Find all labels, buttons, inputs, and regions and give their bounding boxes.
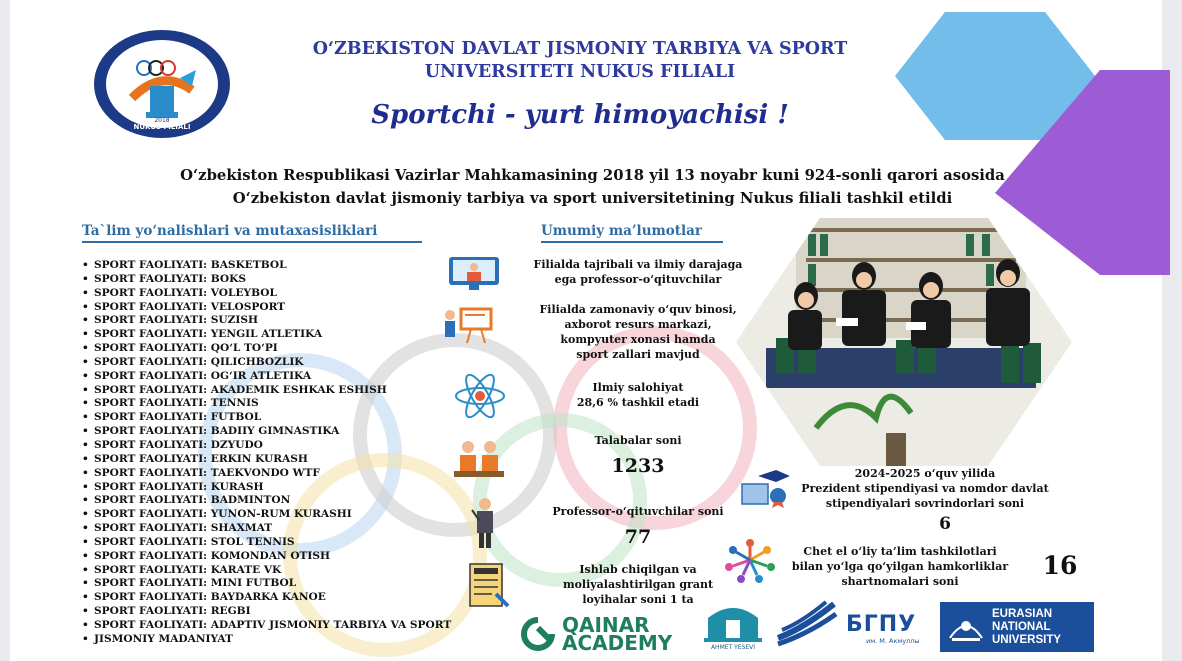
left-margin: [0, 0, 10, 661]
slogan: Sportchi - yurt himoyachisi !: [371, 100, 789, 130]
professor-icon: [470, 496, 500, 550]
bullet-icon: •: [82, 591, 89, 604]
bullet-icon: •: [82, 466, 89, 479]
specialty-label: SPORT FAOLIYATI: KOMONDAN OTISH: [94, 549, 331, 562]
specialty-item: [82, 356, 451, 370]
specialty-label: SPORT FAOLIYATI: KURASH: [94, 480, 264, 493]
bullet-icon: •: [82, 438, 89, 451]
bullet-icon: •: [82, 480, 89, 493]
bullet-icon: •: [82, 383, 89, 396]
specialty-label: SPORT FAOLIYATI: SUZISH: [94, 314, 258, 327]
info-line: Ishlab chiqilgan va: [579, 563, 697, 576]
students-icon: [452, 437, 506, 479]
wave-university-logo: [774, 598, 840, 648]
specialty-item: [82, 605, 451, 619]
specialty-label: SPORT FAOLIYATI: TAEKVONDO WTF: [94, 466, 320, 479]
info-line: 28,6 % tashkil etadi: [576, 396, 700, 409]
info-line: moliyalashtirilgan grant: [562, 578, 714, 591]
eurasian-text: [992, 608, 1061, 647]
qainar-academy-logo: [562, 613, 673, 655]
bullet-icon: •: [82, 272, 89, 285]
specialty-item: [82, 314, 451, 328]
specialty-label: SPORT FAOLIYATI: AKADEMIK ESHKAK ESHISH: [94, 383, 387, 396]
specialty-item: [82, 287, 451, 301]
specialty-item: [82, 301, 451, 315]
info-line: Prezident stipendiyasi va nomdor davlat: [801, 482, 1049, 495]
specialties-list: [82, 259, 451, 647]
eurasian-line-3: UNIVERSITY: [992, 634, 1062, 646]
decree-text: [120, 164, 1065, 210]
bullet-icon: •: [82, 286, 89, 299]
section-underline: [82, 241, 422, 243]
bullet-icon: •: [82, 355, 89, 368]
specialty-item: [82, 564, 451, 578]
section-heading-general-info: Umumiy ma’lumotlar: [541, 223, 703, 239]
specialty-item: [82, 273, 451, 287]
specialty-item: [82, 619, 451, 633]
specialty-item: [82, 328, 451, 342]
bullet-icon: •: [82, 632, 89, 645]
bullet-icon: •: [82, 314, 89, 327]
info-line: ega professor-o‘qituvchilar: [554, 273, 722, 286]
specialty-label: SPORT FAOLIYATI: SHAXMAT: [94, 522, 273, 535]
specialty-item: [82, 397, 451, 411]
bullet-icon: •: [82, 300, 89, 313]
decree-line-2: O‘zbekiston davlat jismoniy tarbiya va sport universitetining Nukus filiali tashkil etildi: [232, 190, 953, 207]
specialty-item: [82, 494, 451, 508]
specialty-label: SPORT FAOLIYATI: REGBI: [94, 605, 251, 618]
graduation-cap-icon: [738, 468, 790, 508]
specialty-item: [82, 467, 451, 481]
specialty-label: SPORT FAOLIYATI: TENNIS: [94, 397, 259, 410]
bullet-icon: •: [82, 397, 89, 410]
specialty-item: [82, 259, 451, 273]
specialty-label: SPORT FAOLIYATI: QO‘L TO‘PI: [94, 342, 278, 355]
specialty-label: SPORT FAOLIYATI: OG‘IR ATLETIKA: [94, 369, 312, 382]
specialty-item: [82, 577, 451, 591]
info-line: shartnomalari soni: [841, 575, 959, 588]
students-library-photo: [736, 218, 1072, 466]
specialty-item: [82, 508, 451, 522]
photo-illustration: [736, 218, 1072, 466]
specialty-label: SPORT FAOLIYATI: KARATE VK: [94, 563, 282, 576]
bullet-icon: •: [82, 328, 89, 341]
bullet-icon: •: [82, 425, 89, 438]
bullet-icon: •: [82, 494, 89, 507]
bullet-icon: •: [82, 508, 89, 521]
decree-line-1: O‘zbekiston Respublikasi Vazirlar Mahkamasining 2018 yil 13 noyabr kuni 924-sonli qarori asosida: [180, 167, 1005, 184]
specialty-label: JISMONIY MADANIYAT: [94, 632, 233, 645]
specialty-item: [82, 411, 451, 425]
bullet-icon: •: [82, 605, 89, 618]
info-line: Chet el o‘liy ta’lim tashkilotlari: [803, 545, 997, 558]
atom-icon: [452, 374, 508, 418]
specialty-item: [82, 370, 451, 384]
stipend-count: 6: [939, 514, 951, 534]
bullet-icon: •: [82, 577, 89, 590]
grant-document-icon: [462, 560, 512, 610]
bspu-logo: [846, 612, 936, 645]
specialty-item: [82, 439, 451, 453]
section-heading-specialties: Ta`lim yo‘nalishlari va mutaxasisliklari: [82, 223, 378, 239]
logo-year: 2018: [154, 117, 170, 124]
info-line: stipendiyalari sovrindorlari soni: [825, 497, 1025, 510]
info-facilities: [508, 302, 768, 362]
info-line: loyihalar soni 1 ta: [582, 593, 694, 606]
specialty-item: [82, 342, 451, 356]
bullet-icon: •: [82, 535, 89, 548]
title-line-1: O‘ZBEKISTON DAVLAT JISMONIY TARBIYA VA SPORT: [312, 39, 848, 59]
info-line: axborot resurs markazi,: [564, 318, 712, 331]
info-teachers-qualified: [508, 257, 768, 287]
eurasian-line-2: NATIONAL: [992, 621, 1051, 633]
info-scientific-potential: [508, 380, 768, 410]
bspu-label: БГПУ: [846, 612, 917, 637]
bspu-subtitle: им. М. Акмуллы: [866, 637, 920, 645]
bullet-icon: •: [82, 452, 89, 465]
university-logo: [92, 28, 232, 140]
qainar-line-1: QAINAR: [562, 613, 650, 637]
teacher-screen-icon: [447, 255, 501, 293]
info-line: sport zallari mavjud: [576, 348, 700, 361]
bullet-icon: •: [82, 522, 89, 535]
ahmet-yesevi-caption: AHMET YESEVİ: [710, 644, 756, 650]
bullet-icon: •: [82, 342, 89, 355]
bullet-icon: •: [82, 563, 89, 576]
eurasian-line-1: EURASIAN: [992, 608, 1053, 620]
bullet-icon: •: [82, 411, 89, 424]
specialty-label: SPORT FAOLIYATI: MINI FUTBOL: [94, 577, 297, 590]
specialty-item: [82, 536, 451, 550]
logo-caption: NUKUS FILIALI: [133, 123, 191, 131]
info-line: Filialda tajribali va ilmiy darajaga: [533, 258, 743, 271]
lecturer-board-icon: [441, 305, 495, 345]
specialty-label: SPORT FAOLIYATI: YUNON-RUM KURASHI: [94, 508, 352, 521]
eurasian-emblem-icon: [946, 610, 986, 646]
specialty-label: SPORT FAOLIYATI: BASKETBOL: [94, 259, 287, 271]
specialty-label: SPORT FAOLIYATI: VOLEYBOL: [94, 286, 277, 299]
bullet-icon: •: [82, 259, 89, 271]
specialty-label: SPORT FAOLIYATI: ADAPTIV JISMONIY TARBIYA VA SPORT: [94, 618, 452, 631]
info-line: bilan yo‘lga qo‘yilgan hamkorliklar: [791, 560, 1009, 573]
specialty-label: SPORT FAOLIYATI: FUTBOL: [94, 411, 262, 424]
stipend-info: [790, 466, 1060, 511]
specialty-item: [82, 481, 451, 495]
eurasian-national-university-logo: [940, 602, 1094, 652]
partnerships-info: [780, 544, 1020, 589]
specialty-item: [82, 384, 451, 398]
specialty-label: SPORT FAOLIYATI: BADIIY GIMNASTIKA: [94, 425, 340, 438]
bullet-icon: •: [82, 618, 89, 631]
specialty-item: [82, 633, 451, 647]
teachers-count: 77: [624, 526, 652, 548]
specialty-item: [82, 425, 451, 439]
specialty-item: [82, 453, 451, 467]
specialty-label: SPORT FAOLIYATI: DZYUDO: [94, 438, 263, 451]
partnerships-count: 16: [1042, 551, 1078, 580]
bullet-icon: •: [82, 369, 89, 382]
students-label: Talabalar soni: [594, 434, 682, 447]
specialty-item: [82, 522, 451, 536]
info-line: 2024-2025 o‘quv yilida: [854, 467, 996, 480]
specialty-label: SPORT FAOLIYATI: VELOSPORT: [94, 300, 286, 313]
students-count: 1233: [611, 455, 665, 477]
bullet-icon: •: [82, 549, 89, 562]
title-line-2: UNIVERSITETI NUKUS FILIALI: [424, 62, 736, 82]
section-underline: [541, 241, 723, 243]
ahmet-yesevi-logo: [700, 598, 766, 650]
qainar-logo-mark: [518, 616, 558, 652]
partnership-people-icon: [723, 537, 777, 583]
info-line: Filialda zamonaviy o‘quv binosi,: [539, 303, 737, 316]
specialty-label: SPORT FAOLIYATI: STOL TENNIS: [94, 535, 295, 548]
info-line: Ilmiy salohiyat: [592, 381, 684, 394]
specialty-item: [82, 550, 451, 564]
specialty-label: SPORT FAOLIYATI: BADMINTON: [94, 494, 291, 507]
teachers-label: Professor-o‘qituvchilar soni: [552, 505, 724, 518]
specialty-label: SPORT FAOLIYATI: BAYDARKA KANOE: [94, 591, 326, 604]
specialty-label: SPORT FAOLIYATI: ERKIN KURASH: [94, 452, 308, 465]
specialty-label: SPORT FAOLIYATI: QILICHBOZLIK: [94, 355, 304, 368]
specialty-item: [82, 591, 451, 605]
info-line: kompyuter xonasi hamda: [560, 333, 716, 346]
specialty-label: SPORT FAOLIYATI: BOKS: [94, 272, 246, 285]
specialty-label: SPORT FAOLIYATI: YENGIL ATLETIKA: [94, 328, 323, 341]
qainar-line-2: ACADEMY: [562, 631, 673, 655]
